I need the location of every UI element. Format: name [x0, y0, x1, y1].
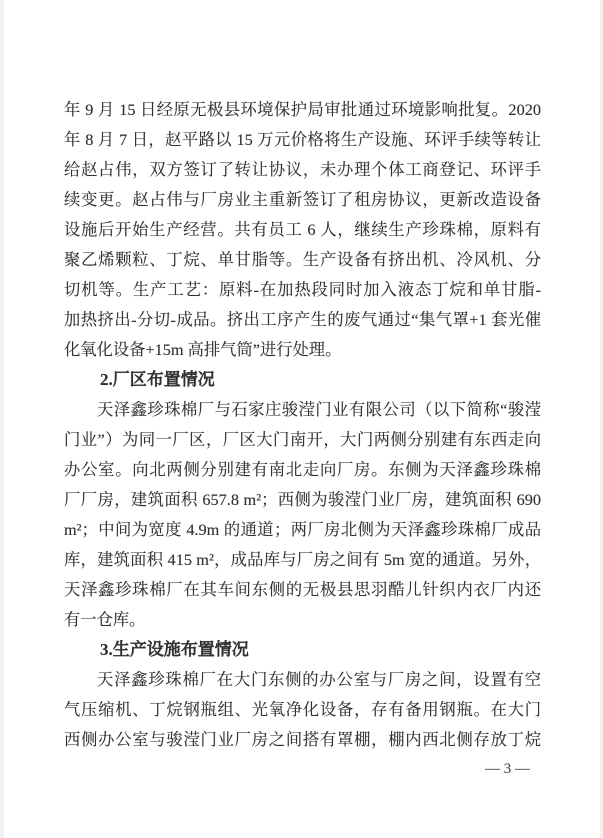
text-line: 续变更。赵占伟与厂房业主重新签订了租房协议，更新改造设备	[64, 190, 541, 209]
text-line: 有一仓库。	[64, 610, 146, 629]
text-line: 切机等。生产工艺：原料-在加热段同时加入液态丁烷和单甘脂-	[64, 280, 541, 299]
text-line: 聚乙烯颗粒、丁烷、单甘脂等。生产设备有挤出机、冷风机、分	[64, 250, 541, 269]
text-line: 办公室。向北两侧分别建有南北走向厂房。东侧为天泽鑫珍珠棉	[64, 460, 541, 479]
text-line: 加热挤出-分切-成品。挤出工序产生的废气通过“集气罩+1 套光催	[64, 310, 541, 329]
text-line: 天泽鑫珍珠棉厂与石家庄骏滢门业有限公司（以下简称“骏滢	[97, 400, 541, 419]
text-line: 西侧办公室与骏滢门业厂房之间搭有罩棚，棚内西北侧存放丁烷	[64, 730, 541, 749]
text-line: 设施后开始生产经营。共有员工 6 人，继续生产珍珠棉，原料有	[64, 220, 541, 239]
text-line: 天泽鑫珍珠棉厂在其车间东侧的无极县思羽酷儿针织内衣厂内还	[64, 580, 541, 599]
section-heading: 2.厂区布置情况	[100, 370, 215, 389]
text-line: 门业”）为同一厂区，厂区大门南开，大门两侧分别建有东西走向	[64, 430, 541, 449]
document-body	[4, 0, 600, 755]
text-line: 气压缩机、丁烷钢瓶组、光氧净化设备，存有备用钢瓶。在大门	[64, 700, 541, 719]
text-line: m²；中间为宽度 4.9m 的通道；两厂房北侧为天泽鑫珍珠棉厂成品	[64, 520, 541, 539]
page-number: — 3 —	[485, 761, 530, 777]
text-line: 给赵占伟，双方签订了转让协议，未办理个体工商登记、环评手	[64, 160, 541, 179]
text-line: 天泽鑫珍珠棉厂在大门东侧的办公室与厂房之间，设置有空	[97, 670, 541, 689]
text-line: 库，建筑面积 415 m²，成品库与厂房之间有 5m 宽的通道。另外，	[64, 550, 541, 569]
document-page	[4, 0, 600, 838]
text-line: 年 9 月 15 日经原无极县环境保护局审批通过环境影响批复。2020	[64, 100, 541, 119]
section-heading: 3.生产设施布置情况	[100, 640, 249, 659]
text-line: 化氧化设备+15m 高排气筒”进行处理。	[64, 340, 342, 359]
text-line: 厂厂房，建筑面积 657.8 m²；西侧为骏滢门业厂房，建筑面积 690	[64, 490, 541, 509]
text-line: 年 8 月 7 日，赵平路以 15 万元价格将生产设施、环评手续等转让	[64, 130, 541, 149]
